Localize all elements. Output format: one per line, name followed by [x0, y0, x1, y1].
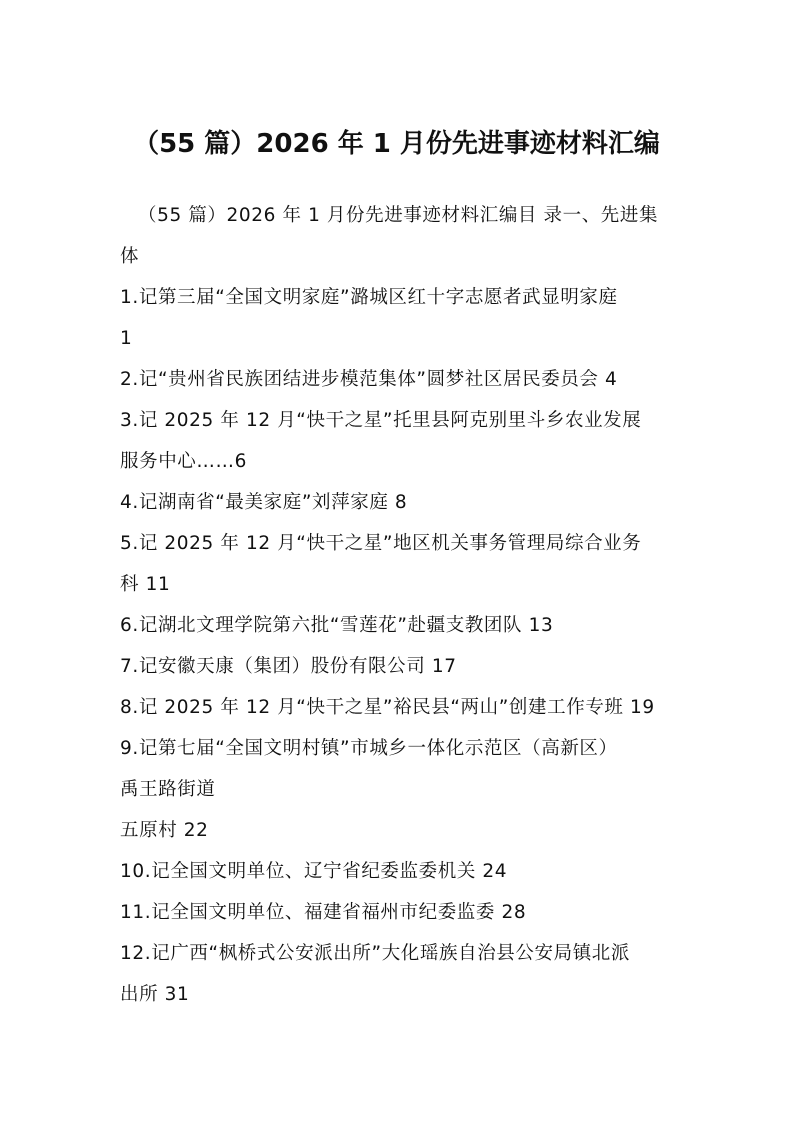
toc-entry: 3.记 2025 年 12 月“快干之星”托里县阿克别里斗乡农业发展	[120, 410, 642, 431]
toc-entry: 7.记安徽天康（集团）股份有限公司 17	[120, 656, 457, 677]
toc-entry: 9.记第七届“全国文明村镇”市城乡一体化示范区（高新区）	[120, 738, 618, 759]
toc-entry: 2.记“贵州省民族团结进步模范集体”圆梦社区居民委员会 4	[120, 369, 618, 390]
toc-entry-continued: 禹王路街道	[120, 779, 216, 800]
toc-entry-continued: 1	[120, 328, 133, 349]
toc-entry-continued: 出所 31	[120, 984, 190, 1005]
toc-entry: 5.记 2025 年 12 月“快干之星”地区机关事务管理局综合业务	[120, 533, 642, 554]
document-body	[120, 195, 675, 1015]
toc-entry: 6.记湖北文理学院第六批“雪莲花”赴疆支教团队 13	[120, 615, 554, 636]
toc-entry: 12.记广西“枫桥式公安派出所”大化瑶族自治县公安局镇北派	[120, 943, 630, 964]
document-title: （55 篇）2026 年 1 月份先进事迹材料汇编	[133, 129, 660, 159]
toc-entry-continued: 服务中心……6	[120, 451, 247, 472]
toc-entry: 4.记湖南省“最美家庭”刘萍家庭 8	[120, 492, 408, 513]
toc-entry-continued: 五原村 22	[120, 820, 209, 841]
toc-entry: 8.记 2025 年 12 月“快干之星”裕民县“两山”创建工作专班 19	[120, 697, 655, 718]
toc-intro-line: （55 篇）2026 年 1 月份先进事迹材料汇编目 录一、先进集	[138, 205, 659, 226]
toc-entry: 1.记第三届“全国文明家庭”潞城区红十字志愿者武显明家庭	[120, 287, 618, 308]
toc-entry: 10.记全国文明单位、辽宁省纪委监委机关 24	[120, 861, 508, 882]
toc-entry-continued: 科 11	[120, 574, 171, 595]
toc-intro-line: 体	[120, 246, 140, 267]
toc-entry: 11.记全国文明单位、福建省福州市纪委监委 28	[120, 902, 527, 923]
